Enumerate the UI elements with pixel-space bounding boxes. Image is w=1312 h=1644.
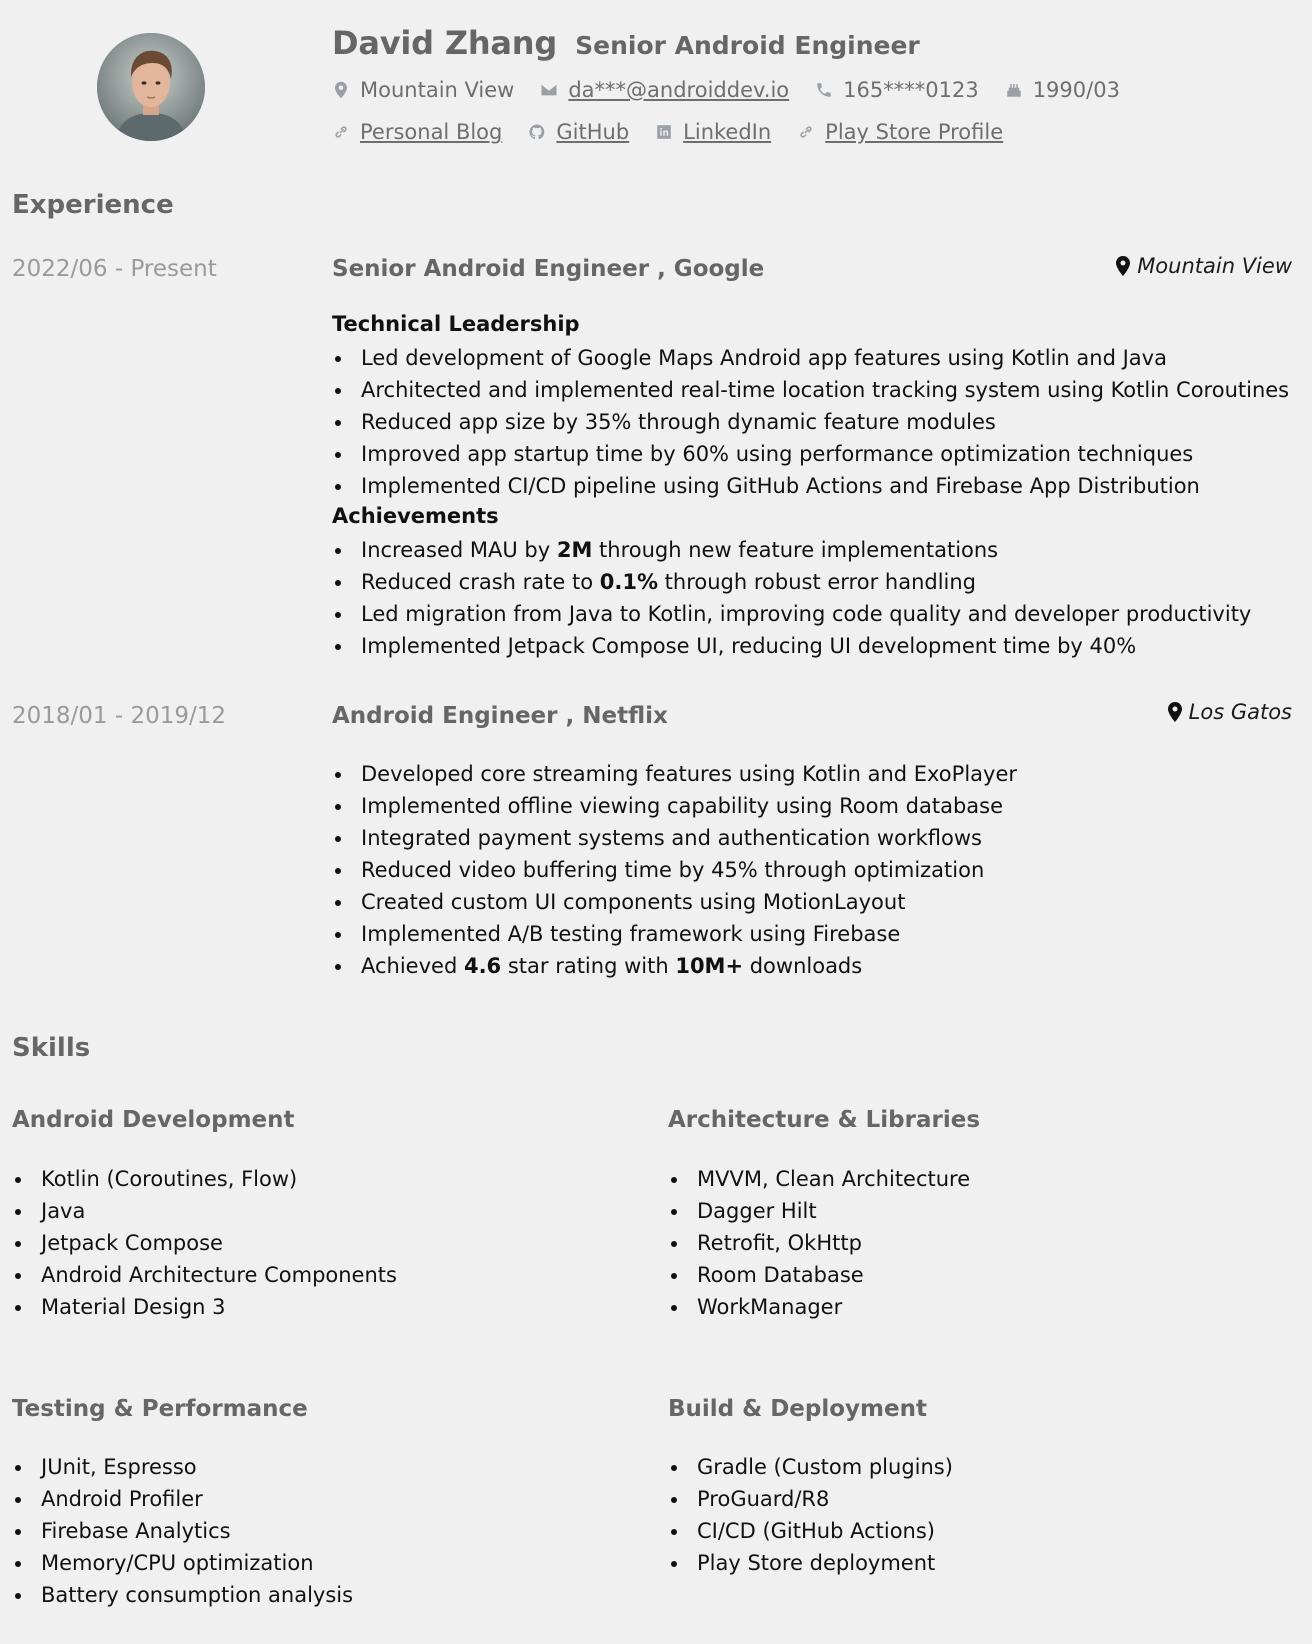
list-item: Implemented offline viewing capability using Room database: [332, 790, 1017, 822]
profile-role: Senior Android Engineer: [575, 31, 920, 60]
list-item: Developed core streaming features using Kotlin and ExoPlayer: [332, 758, 1017, 790]
contact-phone: [815, 78, 979, 102]
list-item: Integrated payment systems and authentication workflows: [332, 822, 1017, 854]
group-heading: Achievements: [332, 504, 499, 528]
list-item: Gradle (Custom plugins): [668, 1451, 953, 1483]
job-title: Senior Android Engineer , Google: [332, 256, 765, 282]
profile-name: David Zhang: [332, 24, 558, 62]
list-item: Dagger Hilt: [668, 1195, 970, 1227]
list-item: Implemented Jetpack Compose UI, reducing UI development time by 40%: [332, 630, 1251, 662]
list-item: Retrofit, OkHttp: [668, 1227, 970, 1259]
playstore-link[interactable]: Play Store Profile: [825, 120, 1004, 144]
location-text: Mountain View: [360, 78, 515, 102]
profile-header: [332, 24, 920, 62]
list-item: Improved app startup time by 60% using performance optimization techniques: [332, 438, 1289, 470]
list-item: Android Profiler: [12, 1483, 353, 1515]
skill-group-heading: Build & Deployment: [668, 1396, 927, 1422]
job-location: [1116, 254, 1292, 278]
list-item: Architected and implemented real-time location tracking system using Kotlin Coroutines: [332, 374, 1289, 406]
skill-group-heading: Architecture & Libraries: [668, 1107, 981, 1133]
list-item: ProGuard/R8: [668, 1483, 953, 1515]
list-item: Achieved 4.6 star rating with 10M+ downloads: [332, 950, 1017, 982]
link-linkedin[interactable]: [655, 120, 771, 144]
link-playstore[interactable]: [797, 120, 1003, 144]
job-date: 2018/01 - 2019/12: [12, 703, 227, 729]
job-title: Android Engineer , Netflix: [332, 703, 668, 729]
list-item: WorkManager: [668, 1291, 970, 1323]
link-blog[interactable]: [332, 120, 502, 144]
job-date: 2022/06 - Present: [12, 256, 217, 282]
linkedin-icon: [655, 123, 673, 141]
birth-text: 1990/03: [1032, 78, 1120, 102]
cake-icon: [1005, 81, 1023, 99]
link-icon: [797, 123, 815, 141]
phone-text: 165****0123: [843, 78, 979, 102]
skill-group-heading: Android Development: [12, 1107, 295, 1133]
contact-email[interactable]: [540, 78, 789, 102]
list-item: Implemented CI/CD pipeline using GitHub Actions and Firebase App Distribution: [332, 470, 1289, 502]
list-item: Reduced video buffering time by 45% through optimization: [332, 854, 1017, 886]
skill-list: [668, 1163, 970, 1323]
list-item: Led migration from Java to Kotlin, improving code quality and developer productivity: [332, 598, 1251, 630]
map-pin-icon: [1116, 256, 1130, 276]
bullet-list: [332, 758, 1017, 982]
list-item: JUnit, Espresso: [12, 1451, 353, 1483]
bullet-list: [332, 342, 1289, 502]
section-title-experience: Experience: [12, 190, 174, 220]
list-item: Firebase Analytics: [12, 1515, 353, 1547]
list-item: Material Design 3: [12, 1291, 397, 1323]
list-item: Led development of Google Maps Android app features using Kotlin and Java: [332, 342, 1289, 374]
group-heading: Technical Leadership: [332, 312, 580, 336]
section-title-skills: Skills: [12, 1033, 91, 1063]
skill-list: [12, 1451, 353, 1611]
avatar: [97, 33, 205, 141]
contact-row: [332, 78, 1146, 102]
contact-birth: [1005, 78, 1120, 102]
job-location: [1168, 700, 1292, 724]
list-item: Created custom UI components using MotionLayout: [332, 886, 1017, 918]
list-item: Room Database: [668, 1259, 970, 1291]
link-github[interactable]: [528, 120, 629, 144]
list-item: Play Store deployment: [668, 1547, 953, 1579]
list-item: Kotlin (Coroutines, Flow): [12, 1163, 397, 1195]
job-location-text: Mountain View: [1137, 254, 1292, 278]
list-item: Android Architecture Components: [12, 1259, 397, 1291]
job-location-text: Los Gatos: [1188, 700, 1292, 724]
link-icon: [332, 123, 350, 141]
list-item: CI/CD (GitHub Actions): [668, 1515, 953, 1547]
github-icon: [528, 123, 546, 141]
skill-list: [668, 1451, 953, 1579]
list-item: Battery consumption analysis: [12, 1579, 353, 1611]
links-row: [332, 120, 1029, 144]
email-link[interactable]: da***@androiddev.io: [568, 78, 790, 102]
list-item: Jetpack Compose: [12, 1227, 397, 1259]
list-item: Memory/CPU optimization: [12, 1547, 353, 1579]
contact-location: [332, 78, 514, 102]
map-pin-icon: [1168, 702, 1182, 722]
list-item: MVVM, Clean Architecture: [668, 1163, 970, 1195]
list-item: Increased MAU by 2M through new feature implementations: [332, 534, 1251, 566]
blog-link[interactable]: Personal Blog: [360, 120, 503, 144]
list-item: Reduced crash rate to 0.1% through robust error handling: [332, 566, 1251, 598]
bullet-list: [332, 534, 1251, 662]
github-link[interactable]: GitHub: [556, 120, 630, 144]
list-item: Reduced app size by 35% through dynamic feature modules: [332, 406, 1289, 438]
skill-group-heading: Testing & Performance: [12, 1396, 308, 1422]
skill-list: [12, 1163, 397, 1323]
phone-icon: [815, 81, 833, 99]
location-icon: [332, 81, 350, 99]
email-icon: [540, 81, 558, 99]
list-item: Implemented A/B testing framework using Firebase: [332, 918, 1017, 950]
list-item: Java: [12, 1195, 397, 1227]
linkedin-link[interactable]: LinkedIn: [683, 120, 772, 144]
